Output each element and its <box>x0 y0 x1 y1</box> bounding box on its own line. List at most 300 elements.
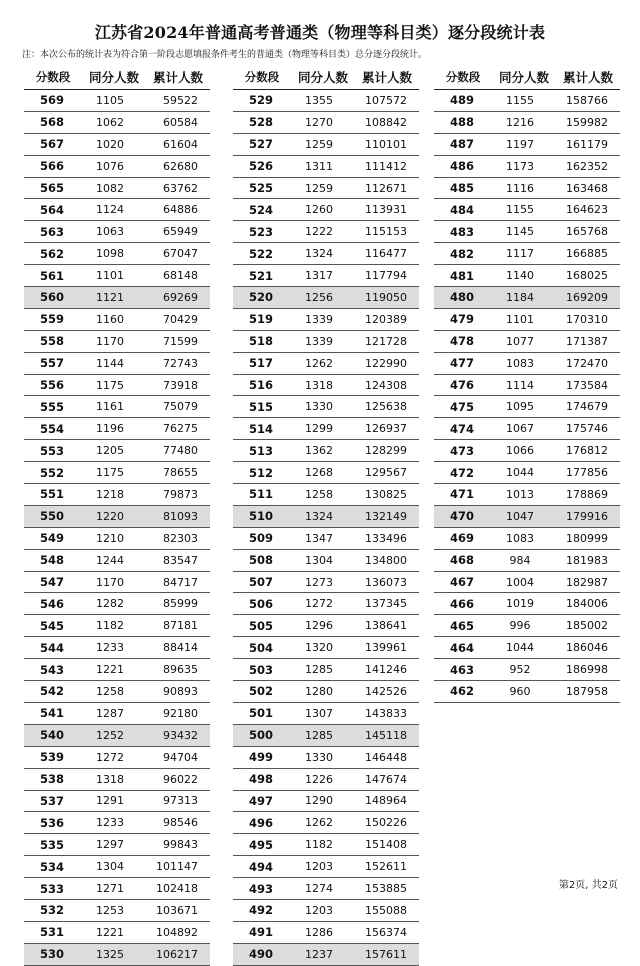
same-score-count-cell: 1044 <box>506 641 534 655</box>
same-score-count-cell: 1291 <box>96 794 124 808</box>
table-row <box>24 659 210 681</box>
same-score-count-cell: 1307 <box>305 706 333 720</box>
score-cell: 515 <box>248 399 273 414</box>
same-score-count-cell: 1311 <box>305 159 333 173</box>
table-header <box>24 65 210 90</box>
cumulative-count-cell: 90893 <box>163 684 198 698</box>
cumulative-count-cell: 170310 <box>566 312 608 326</box>
score-cell: 509 <box>248 531 273 546</box>
same-score-count-cell: 1318 <box>305 378 333 392</box>
table-row <box>233 331 419 353</box>
table-row <box>434 178 620 200</box>
cumulative-count-cell: 158766 <box>566 93 608 107</box>
table-row <box>233 484 419 506</box>
same-score-count-cell: 1160 <box>96 312 124 326</box>
cumulative-count-cell: 113931 <box>365 203 407 217</box>
score-cell: 545 <box>39 618 64 633</box>
score-cell: 559 <box>39 312 64 327</box>
cumulative-count-cell: 174679 <box>566 400 608 414</box>
cumulative-count-cell: 92180 <box>163 706 198 720</box>
score-cell: 543 <box>39 662 64 677</box>
table-row <box>233 725 419 747</box>
same-score-count-cell: 1237 <box>305 947 333 961</box>
table-row <box>24 791 210 813</box>
cumulative-count-cell: 185002 <box>566 619 608 633</box>
cumulative-count-cell: 150226 <box>365 816 407 830</box>
score-cell: 464 <box>449 640 474 655</box>
cumulative-count-cell: 178869 <box>566 487 608 501</box>
table-row <box>24 287 210 309</box>
score-cell: 471 <box>449 487 474 502</box>
cumulative-count-cell: 111412 <box>365 159 407 173</box>
table-row <box>24 353 210 375</box>
score-cell: 474 <box>449 421 474 436</box>
same-score-count-cell: 996 <box>509 619 531 633</box>
table-row <box>24 637 210 659</box>
same-score-count-cell: 1124 <box>96 203 124 217</box>
cumulative-count-cell: 153885 <box>365 882 407 895</box>
table-row <box>24 112 210 134</box>
score-cell: 534 <box>39 859 64 874</box>
cumulative-count-cell: 164623 <box>566 203 608 217</box>
same-score-count-cell: 1317 <box>305 269 333 283</box>
score-cell: 519 <box>248 312 273 327</box>
cumulative-count-cell: 179916 <box>566 509 608 523</box>
cumulative-count-cell: 99843 <box>163 838 198 852</box>
table-row <box>24 221 210 243</box>
table-row <box>24 396 210 418</box>
table-row <box>233 812 419 834</box>
score-cell: 549 <box>39 531 64 546</box>
table-row <box>434 572 620 594</box>
table-row <box>24 747 210 769</box>
table-row <box>233 243 419 265</box>
same-score-count-cell: 1268 <box>305 466 333 480</box>
table-row <box>233 506 419 528</box>
cumulative-count-cell: 129567 <box>365 466 407 480</box>
cumulative-count-cell: 75079 <box>163 400 198 414</box>
cumulative-count-cell: 181983 <box>566 553 608 567</box>
cumulative-count-header: 累计人数 <box>152 70 203 85</box>
score-cell: 488 <box>449 115 474 130</box>
table-row <box>434 156 620 178</box>
page-title: 江苏省2024年普通高考普通类（物理等科目类）逐分段统计表 <box>94 23 546 42</box>
score-cell: 556 <box>39 378 64 393</box>
score-cell: 490 <box>248 947 273 962</box>
table-row <box>434 418 620 440</box>
same-score-count-cell: 1324 <box>305 247 333 261</box>
same-score-count-cell: 1175 <box>96 378 124 392</box>
same-score-count-cell: 1220 <box>96 509 124 523</box>
same-score-count-cell: 1290 <box>305 794 333 808</box>
cumulative-count-cell: 136073 <box>365 575 407 589</box>
score-cell: 506 <box>248 596 273 611</box>
table-row <box>434 90 620 112</box>
table-row <box>434 396 620 418</box>
same-score-count-cell: 1161 <box>96 400 124 414</box>
table-row <box>24 243 210 265</box>
score-cell: 521 <box>248 268 273 283</box>
cumulative-count-cell: 64886 <box>163 203 198 217</box>
table-row <box>233 265 419 287</box>
score-cell: 538 <box>39 772 64 787</box>
cumulative-count-cell: 67047 <box>163 247 198 261</box>
cumulative-count-cell: 98546 <box>163 816 198 830</box>
table-row <box>24 156 210 178</box>
score-cell: 514 <box>248 421 273 436</box>
table-row <box>434 265 620 287</box>
same-score-count-cell: 1221 <box>96 925 124 939</box>
score-cell: 518 <box>248 334 273 349</box>
cumulative-count-cell: 62680 <box>163 159 198 173</box>
table-row <box>24 944 210 966</box>
table-row <box>233 353 419 375</box>
score-cell: 554 <box>39 421 64 436</box>
cumulative-count-cell: 132149 <box>365 509 407 523</box>
score-cell: 466 <box>449 596 474 611</box>
table-row <box>434 659 620 681</box>
same-score-count-cell: 1325 <box>96 947 124 961</box>
table-row <box>233 528 419 550</box>
cumulative-count-cell: 72743 <box>163 356 198 370</box>
score-cell: 503 <box>248 662 273 677</box>
cumulative-count-cell: 103671 <box>156 903 198 917</box>
same-score-count-cell: 1182 <box>305 838 333 852</box>
same-score-count-cell: 1324 <box>305 509 333 523</box>
same-score-count-cell: 1272 <box>96 750 124 764</box>
cumulative-count-cell: 157611 <box>365 947 407 961</box>
table-row <box>434 462 620 484</box>
score-cell: 565 <box>39 181 64 195</box>
same-score-count-cell: 1320 <box>305 641 333 655</box>
table-row <box>24 922 210 944</box>
cumulative-count-cell: 93432 <box>163 728 198 742</box>
score-cell: 525 <box>248 181 273 195</box>
table-header <box>233 65 419 90</box>
same-score-count-cell: 1140 <box>506 269 534 283</box>
table-row <box>233 615 419 637</box>
table-row <box>24 834 210 856</box>
cumulative-count-cell: 87181 <box>163 619 198 633</box>
score-cell: 517 <box>248 356 273 371</box>
same-score-count-cell: 1262 <box>305 816 333 830</box>
score-cell: 541 <box>39 706 64 721</box>
same-score-count-cell: 1047 <box>506 509 534 523</box>
same-score-count-cell: 1020 <box>96 137 124 151</box>
cumulative-count-cell: 177856 <box>566 466 608 480</box>
same-score-count-cell: 1259 <box>305 137 333 151</box>
table-row <box>24 199 210 221</box>
table-row <box>24 375 210 397</box>
same-score-count-cell: 1044 <box>506 466 534 480</box>
cumulative-count-cell: 79873 <box>163 487 198 501</box>
same-score-count-cell: 1273 <box>305 575 333 589</box>
score-cell: 532 <box>39 903 64 918</box>
same-score-count-cell: 1318 <box>96 772 124 786</box>
same-score-count-cell: 1170 <box>96 575 124 589</box>
table-row <box>24 615 210 637</box>
cumulative-count-cell: 134800 <box>365 553 407 567</box>
score-cell: 476 <box>449 378 474 393</box>
table-row <box>434 375 620 397</box>
cumulative-count-cell: 124308 <box>365 378 407 392</box>
cumulative-count-cell: 168025 <box>566 269 608 283</box>
cumulative-count-cell: 139961 <box>365 641 407 655</box>
table-row <box>24 528 210 550</box>
score-cell: 475 <box>449 399 474 414</box>
table-row <box>24 134 210 156</box>
cumulative-count-cell: 94704 <box>163 750 198 764</box>
cumulative-count-cell: 147674 <box>365 772 407 786</box>
same-score-count-cell: 1121 <box>96 290 124 304</box>
cumulative-count-cell: 142526 <box>365 684 407 698</box>
cumulative-count-cell: 128299 <box>365 444 407 458</box>
score-cell: 485 <box>449 181 474 195</box>
cumulative-count-cell: 104892 <box>156 925 198 939</box>
score-cell: 557 <box>39 356 64 371</box>
table-row <box>233 681 419 703</box>
cumulative-count-cell: 61604 <box>163 137 198 151</box>
score-cell: 500 <box>248 728 273 743</box>
score-cell: 504 <box>248 640 273 655</box>
cumulative-count-cell: 180999 <box>566 531 608 545</box>
same-score-count-cell: 1205 <box>96 444 124 458</box>
score-cell: 540 <box>39 728 64 743</box>
same-score-count-cell: 1222 <box>305 225 333 239</box>
cumulative-count-cell: 130825 <box>365 487 407 501</box>
table-row <box>434 528 620 550</box>
same-score-count-header: 同分人数 <box>88 70 139 85</box>
same-score-count-cell: 1155 <box>506 203 534 217</box>
score-cell: 463 <box>449 662 474 677</box>
score-cell: 531 <box>39 925 64 940</box>
score-cell: 567 <box>39 137 64 152</box>
same-score-count-cell: 1175 <box>96 466 124 480</box>
score-cell: 501 <box>248 706 273 721</box>
score-cell: 481 <box>449 268 474 283</box>
table-row <box>233 375 419 397</box>
cumulative-count-cell: 186998 <box>566 663 608 677</box>
same-score-count-cell: 1253 <box>96 903 124 917</box>
table-row <box>233 900 419 922</box>
cumulative-count-cell: 116477 <box>365 247 407 261</box>
same-score-count-cell: 1098 <box>96 247 124 261</box>
score-header: 分数段 <box>35 70 71 84</box>
score-cell: 529 <box>248 93 273 108</box>
cumulative-count-cell: 126937 <box>365 422 407 436</box>
score-cell: 537 <box>39 793 64 808</box>
score-cell: 494 <box>248 859 273 874</box>
cumulative-count-cell: 97313 <box>163 794 198 808</box>
same-score-count-cell: 1082 <box>96 181 124 195</box>
same-score-count-cell: 1114 <box>506 378 534 392</box>
score-cell: 465 <box>449 618 474 633</box>
cumulative-count-cell: 146448 <box>365 750 407 764</box>
table-row <box>233 440 419 462</box>
cumulative-count-cell: 137345 <box>365 597 407 611</box>
same-score-count-cell: 1270 <box>305 115 333 129</box>
cumulative-count-cell: 78655 <box>163 466 198 480</box>
same-score-count-cell: 1216 <box>506 115 534 129</box>
same-score-count-cell: 1101 <box>96 269 124 283</box>
score-cell: 487 <box>449 137 474 152</box>
cumulative-count-cell: 96022 <box>163 772 198 786</box>
cumulative-count-cell: 186046 <box>566 641 608 655</box>
cumulative-count-cell: 148964 <box>365 794 407 808</box>
same-score-count-cell: 1184 <box>506 290 534 304</box>
table-row <box>233 134 419 156</box>
score-cell: 558 <box>39 334 64 349</box>
score-cell: 516 <box>248 378 273 393</box>
score-cell: 527 <box>248 137 273 152</box>
score-cell: 561 <box>39 268 64 283</box>
cumulative-count-cell: 108842 <box>365 115 407 129</box>
cumulative-count-cell: 119050 <box>365 290 407 304</box>
score-cell: 499 <box>248 750 273 765</box>
same-score-count-cell: 1355 <box>305 93 333 107</box>
note-text: 注：本次公布的统计表为符合第一阶段志愿填报条件考生的普通类（物理等科目类）总分逐分段统计。 <box>22 50 428 60</box>
cumulative-count-cell: 112671 <box>365 181 407 195</box>
table-row <box>24 572 210 594</box>
same-score-count-cell: 1117 <box>506 247 534 261</box>
cumulative-count-cell: 156374 <box>365 925 407 939</box>
same-score-count-cell: 1145 <box>506 225 534 239</box>
cumulative-count-cell: 82303 <box>163 531 198 545</box>
table-row <box>233 309 419 331</box>
table-row <box>233 287 419 309</box>
score-cell: 502 <box>248 684 273 699</box>
score-cell: 530 <box>39 947 64 962</box>
score-cell: 546 <box>39 596 64 611</box>
table-row <box>233 856 419 878</box>
table-row <box>233 199 419 221</box>
score-cell: 489 <box>449 93 474 108</box>
cumulative-count-header: 累计人数 <box>562 70 613 85</box>
score-cell: 512 <box>248 465 273 480</box>
score-cell: 493 <box>248 881 273 896</box>
same-score-count-cell: 1287 <box>96 706 124 720</box>
cumulative-count-cell: 63762 <box>163 181 198 195</box>
same-score-count-cell: 1296 <box>305 619 333 633</box>
same-score-count-cell: 1221 <box>96 663 124 677</box>
same-score-count-cell: 1304 <box>305 553 333 567</box>
same-score-count-cell: 1271 <box>96 882 124 895</box>
same-score-count-cell: 1280 <box>305 684 333 698</box>
table-row <box>434 331 620 353</box>
cumulative-count-cell: 115153 <box>365 225 407 239</box>
table-row <box>233 550 419 572</box>
score-cell: 472 <box>449 465 474 480</box>
same-score-count-cell: 1196 <box>96 422 124 436</box>
page-footer: 第2页, 共2页 <box>558 880 618 891</box>
cumulative-count-cell: 161179 <box>566 137 608 151</box>
same-score-count-cell: 1260 <box>305 203 333 217</box>
table-row <box>24 265 210 287</box>
same-score-count-cell: 1062 <box>96 115 124 129</box>
score-cell: 462 <box>449 684 474 699</box>
same-score-count-cell: 1226 <box>305 772 333 786</box>
same-score-count-cell: 1083 <box>506 356 534 370</box>
same-score-count-cell: 1262 <box>305 356 333 370</box>
same-score-count-cell: 1272 <box>305 597 333 611</box>
score-cell: 470 <box>449 509 474 524</box>
table-row <box>233 659 419 681</box>
cumulative-count-cell: 122990 <box>365 356 407 370</box>
cumulative-count-cell: 71599 <box>163 334 198 348</box>
cumulative-count-cell: 151408 <box>365 838 407 852</box>
cumulative-count-cell: 125638 <box>365 400 407 414</box>
same-score-count-cell: 1182 <box>96 619 124 633</box>
cumulative-count-cell: 152611 <box>365 860 407 874</box>
table-row <box>24 484 210 506</box>
score-cell: 524 <box>248 202 273 217</box>
table-row <box>233 834 419 856</box>
table-row <box>434 681 620 703</box>
score-cell: 566 <box>39 159 64 174</box>
score-cell: 536 <box>39 815 64 830</box>
cumulative-count-cell: 76275 <box>163 422 198 436</box>
score-cell: 477 <box>449 356 474 371</box>
cumulative-count-cell: 163468 <box>566 181 608 195</box>
table-row <box>434 637 620 659</box>
same-score-count-cell: 1233 <box>96 641 124 655</box>
table-row <box>24 900 210 922</box>
score-cell: 547 <box>39 575 64 590</box>
table-row <box>233 922 419 944</box>
same-score-count-cell: 1244 <box>96 553 124 567</box>
same-score-count-cell: 1256 <box>305 290 333 304</box>
score-cell: 467 <box>449 575 474 590</box>
score-cell: 569 <box>39 93 64 108</box>
table-row <box>434 353 620 375</box>
same-score-count-cell: 1019 <box>506 597 534 611</box>
cumulative-count-cell: 84717 <box>163 575 198 589</box>
same-score-count-cell: 1083 <box>506 531 534 545</box>
same-score-count-cell: 1362 <box>305 444 333 458</box>
score-cell: 560 <box>39 290 64 305</box>
table-row <box>24 418 210 440</box>
same-score-count-cell: 1063 <box>96 225 124 239</box>
score-cell: 492 <box>248 903 273 918</box>
same-score-count-cell: 1233 <box>96 816 124 830</box>
same-score-count-header: 同分人数 <box>498 70 549 85</box>
table-row <box>24 462 210 484</box>
same-score-count-cell: 1173 <box>506 159 534 173</box>
table-row <box>434 615 620 637</box>
table-row <box>24 681 210 703</box>
same-score-count-cell: 1076 <box>96 159 124 173</box>
cumulative-count-cell: 107572 <box>365 93 407 107</box>
score-header: 分数段 <box>445 70 481 84</box>
score-cell: 539 <box>39 750 64 765</box>
cumulative-count-cell: 117794 <box>365 269 407 283</box>
cumulative-count-cell: 182987 <box>566 575 608 589</box>
score-cell: 483 <box>449 224 474 239</box>
table-row <box>233 572 419 594</box>
cumulative-count-cell: 133496 <box>365 531 407 545</box>
cumulative-count-cell: 120389 <box>365 312 407 326</box>
table-row <box>233 178 419 200</box>
table-row <box>434 484 620 506</box>
same-score-count-cell: 1203 <box>305 860 333 874</box>
score-cell: 491 <box>248 925 273 940</box>
table-row <box>24 90 210 112</box>
score-cell: 497 <box>248 793 273 808</box>
same-score-count-cell: 1330 <box>305 400 333 414</box>
table-row <box>24 769 210 791</box>
table-row <box>233 90 419 112</box>
same-score-count-cell: 1066 <box>506 444 534 458</box>
